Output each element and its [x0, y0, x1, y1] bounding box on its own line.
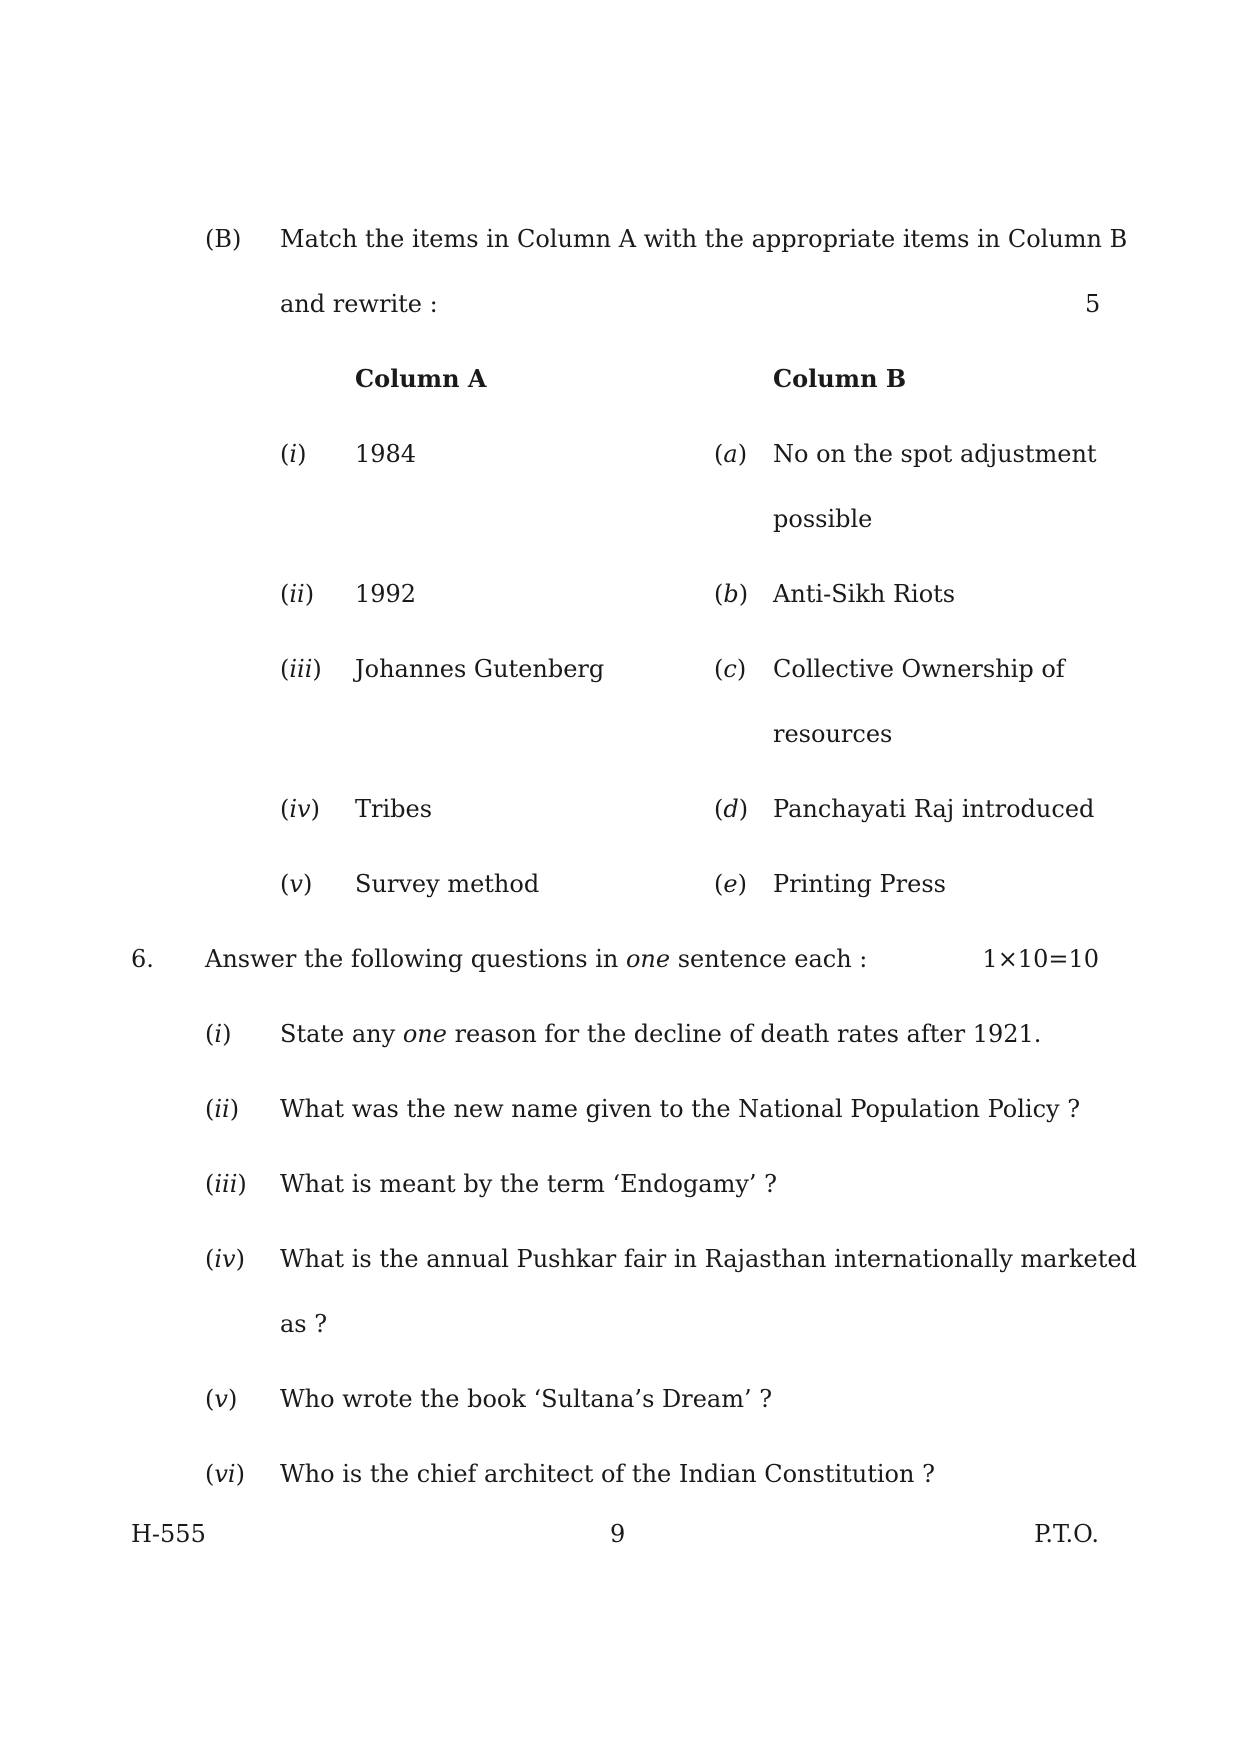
- pair-b-text-cont: resources: [773, 720, 893, 748]
- pair-a-text: 1984: [355, 440, 417, 468]
- pair-a-number: (v): [280, 870, 313, 898]
- column-b-header: Column B: [773, 364, 907, 393]
- paper-code: H-555: [131, 1520, 206, 1548]
- sub-question-text: What is the annual Pushkar fair in Rajasthan internationally marketed: [280, 1245, 1137, 1273]
- sub-question-text: What was the new name given to the National Population Policy ?: [280, 1095, 1081, 1123]
- sub-question-number: (vi): [205, 1460, 245, 1488]
- pair-b-text: No on the spot adjustment: [773, 440, 1097, 468]
- sub-question-text: State any one reason for the decline of death rates after 1921.: [280, 1020, 1042, 1048]
- pair-b-text: Collective Ownership of: [773, 655, 1065, 683]
- pair-b-text: Anti-Sikh Riots: [773, 580, 956, 608]
- page-number: 9: [610, 1520, 626, 1548]
- pair-b-text: Printing Press: [773, 870, 946, 898]
- instruction-line-2: and rewrite :: [280, 290, 438, 318]
- sub-question-number: (v): [205, 1385, 238, 1413]
- pair-a-text: Johannes Gutenberg: [355, 655, 605, 683]
- pair-a-text: Survey method: [355, 870, 540, 898]
- pair-b-letter: (c): [714, 655, 747, 683]
- pair-b-letter: (e): [714, 870, 747, 898]
- sub-question-number: (i): [205, 1020, 232, 1048]
- sub-question-number: (ii): [205, 1095, 240, 1123]
- pair-b-letter: (d): [714, 795, 749, 823]
- pair-a-number: (ii): [280, 580, 315, 608]
- pair-a-text: Tribes: [355, 795, 433, 823]
- pair-a-number: (i): [280, 440, 307, 468]
- sub-question-number: (iii): [205, 1170, 247, 1198]
- pair-a-number: (iii): [280, 655, 322, 683]
- question-number: 6.: [131, 945, 154, 973]
- sub-question-text: What is meant by the term ‘Endogamy’ ?: [280, 1170, 778, 1198]
- column-a-header: Column A: [355, 364, 487, 393]
- question-marks: 1×10=10: [982, 945, 1099, 973]
- pair-b-text-cont: possible: [773, 505, 873, 533]
- pair-b-text: Panchayati Raj introduced: [773, 795, 1095, 823]
- question-prompt: Answer the following questions in one sentence each :: [205, 945, 868, 973]
- pto-label: P.T.O.: [1034, 1520, 1099, 1548]
- pair-b-letter: (b): [714, 580, 749, 608]
- section-label: (B): [205, 225, 242, 253]
- marks-label: 5: [1085, 290, 1101, 318]
- sub-question-number: (iv): [205, 1245, 245, 1273]
- pair-a-number: (iv): [280, 795, 320, 823]
- instruction-line-1: Match the items in Column A with the appropriate items in Column B: [280, 225, 1128, 253]
- pair-a-text: 1992: [355, 580, 417, 608]
- sub-question-text: Who wrote the book ‘Sultana’s Dream’ ?: [280, 1385, 773, 1413]
- sub-question-text: Who is the chief architect of the Indian Constitution ?: [280, 1460, 935, 1488]
- sub-question-text-cont: as ?: [280, 1310, 328, 1338]
- pair-b-letter: (a): [714, 440, 748, 468]
